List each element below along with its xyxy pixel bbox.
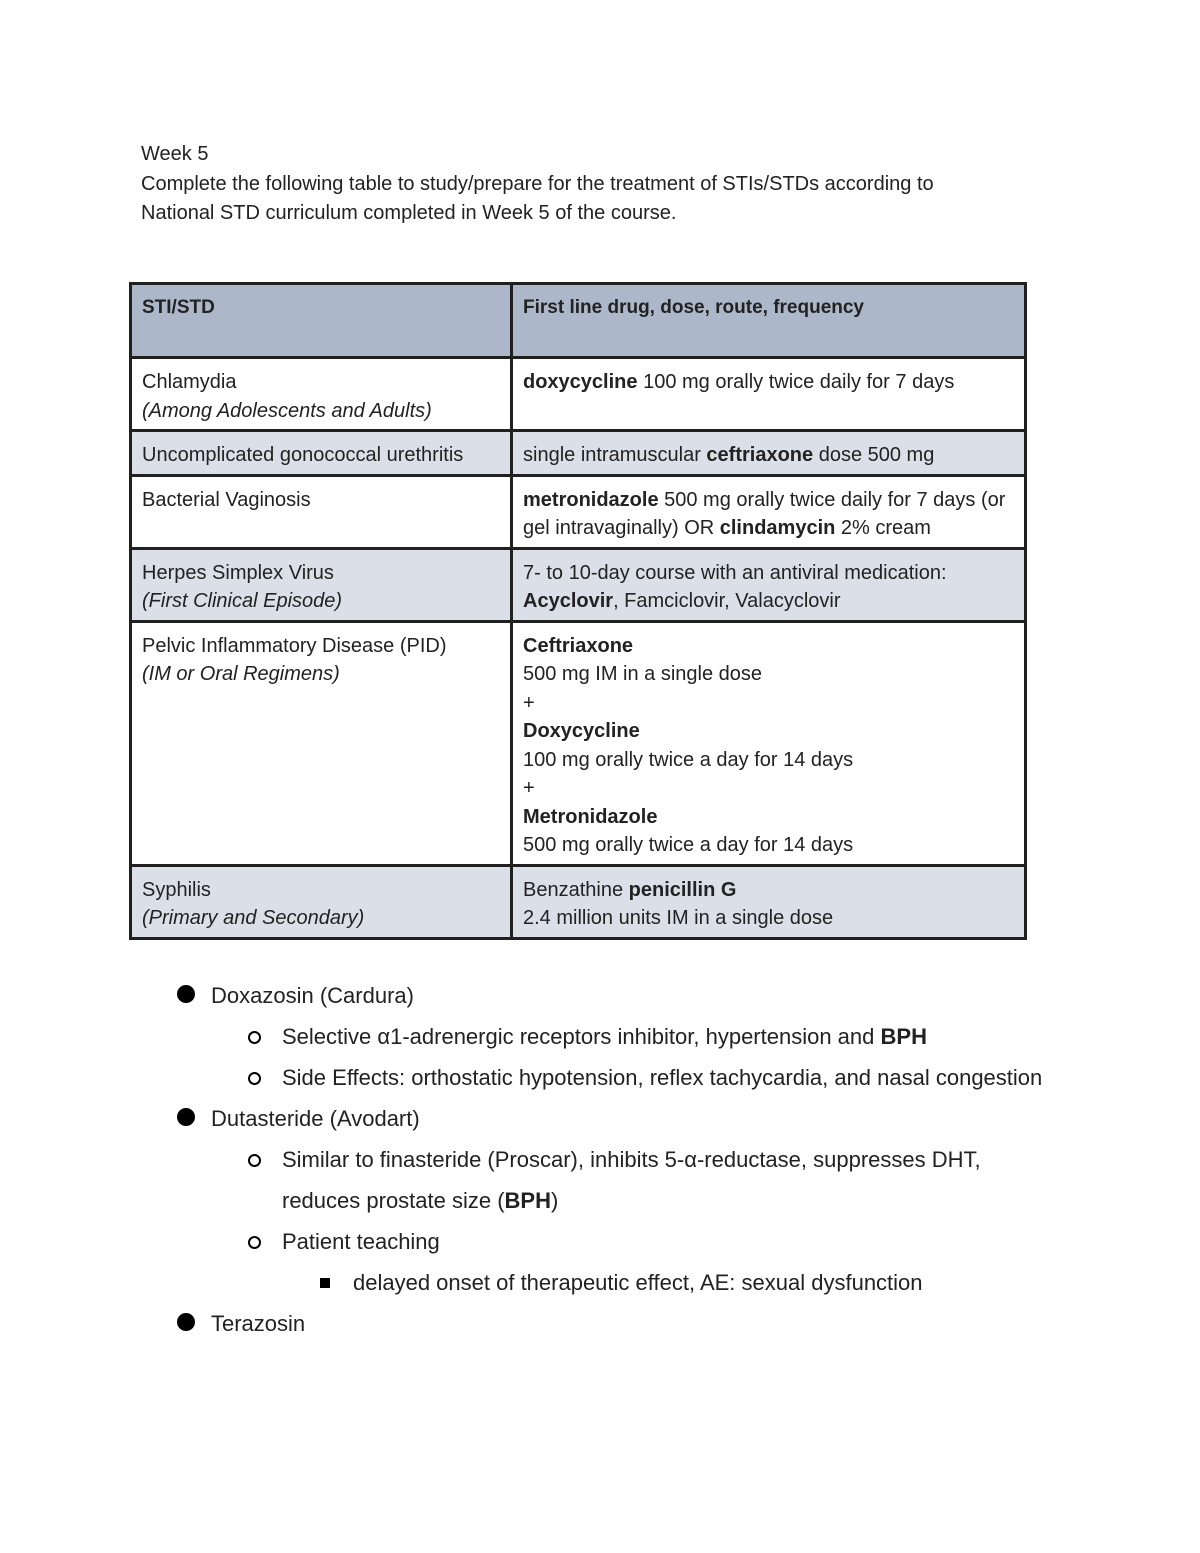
table-row-syphilis [131,865,1026,938]
table-row-bacterial-vaginosis [131,475,1026,548]
drug-dose: 500 mg IM in a single dose [523,663,763,685]
drug-name: Ceftriaxone [523,634,634,657]
condition-name: Herpes Simplex Virus [142,561,334,584]
instructions-line-1: Complete the following table to study/prepare for the treatment of STIs/STDs according to [141,172,934,195]
drug-dose: 100 mg orally twice a day for 14 days [523,748,854,771]
table-row-gonococcal [131,431,1026,476]
filled-circle-bullet-icon [177,985,195,1003]
note-bold: BPH [880,1024,927,1049]
cell-condition [131,358,512,431]
note-text: Side Effects: orthostatic hypotension, reflex tachycardia, and nasal congestion [282,1065,1043,1090]
drug-name: ceftriaxone [706,444,814,466]
note-text: Patient teaching [282,1229,440,1254]
intro [141,140,1041,229]
drug-regimen: dose 500 mg [813,444,935,466]
condition-note: (Among Adolescents and Adults) [142,399,432,422]
drug-title: Terazosin [211,1311,306,1336]
list-item [0,1221,1200,1262]
cell-treatment [512,358,1026,431]
table-row-pid [131,621,1026,865]
drug-notes-list [0,975,1200,1344]
drug-dose: 2.4 million units IM in a single dose [523,907,834,929]
cell-treatment [512,475,1026,548]
list-item [0,1139,1200,1221]
hollow-circle-bullet-icon [248,1154,261,1167]
cell-treatment [512,548,1026,621]
plus-sign: + [523,777,535,799]
note-bold: BPH [504,1188,551,1213]
filled-circle-bullet-icon [177,1108,195,1126]
table-row-herpes [131,548,1026,621]
hollow-circle-bullet-icon [248,1236,261,1249]
note-text: delayed onset of therapeutic effect, AE: sexual dysfunction [353,1270,923,1295]
condition-name: Syphilis [142,878,211,901]
note-text: Selective α1-adrenergic receptors inhibitor, hypertension and [282,1024,881,1049]
list-item [0,975,1200,1016]
condition-name: Chlamydia [142,371,237,393]
square-bullet-icon [320,1278,330,1288]
table-row-chlamydia [131,358,1026,431]
drug-name-alt: clindamycin [719,517,836,539]
drug-regimen-alt: 2% cream [835,517,931,539]
cell-condition [131,865,512,938]
drug-name: Doxycycline [523,720,640,742]
condition-note: (First Clinical Episode) [142,590,343,612]
cell-condition [131,431,512,476]
drug-dose: 500 mg orally twice a day for 14 days [523,834,854,856]
list-item [0,1098,1200,1139]
cell-treatment [512,621,1026,865]
header-first-line-drug: First line drug, dose, route, frequency [512,284,1026,358]
drug-name: metronidazole [523,488,659,511]
drug-prefix: Benzathine [523,878,629,901]
filled-circle-bullet-icon [177,1313,195,1331]
drug-name: penicillin G [628,878,737,901]
note-text-end: ) [551,1188,559,1213]
cell-treatment [512,865,1026,938]
drug-regimen: 100 mg orally twice daily for 7 days [637,371,955,393]
header-sti: STI/STD [131,284,512,358]
drug-regimen: 500 mg orally twice daily for 7 days (or gel intravaginally) OR [523,488,1006,539]
cell-condition [131,548,512,621]
cell-condition [131,475,512,548]
list-item [0,1016,1200,1057]
condition-note: (Primary and Secondary) [142,907,365,929]
hollow-circle-bullet-icon [248,1031,261,1044]
drug-route: single intramuscular [523,444,707,466]
drug-title: Dutasteride (Avodart) [211,1106,420,1131]
hollow-circle-bullet-icon [248,1072,261,1085]
cell-condition [131,621,512,865]
drug-name: Metronidazole [523,805,658,828]
instructions-line-2: National STD curriculum completed in Week 5 of the course. [141,202,677,224]
list-item [0,1057,1200,1098]
plus-sign: + [523,691,535,714]
drug-title: Doxazosin (Cardura) [211,983,414,1008]
sti-treatment-table [129,282,1027,940]
cell-treatment [512,431,1026,476]
note-text: Similar to finasteride (Proscar), inhibits 5-α-reductase, suppresses DHT, reduces prostate size ( [282,1147,981,1213]
condition-name: Bacterial Vaginosis [142,488,311,511]
drug-name: doxycycline [523,371,638,393]
condition-note: (IM or Oral Regimens) [142,663,340,685]
drug-regimen: 7- to 10-day course with an antiviral medication: [523,561,947,584]
condition-name: Pelvic Inflammatory Disease (PID) [142,634,447,657]
list-item [0,1303,1200,1344]
drug-alternatives: , Famciclovir, Valacyclovir [613,590,841,612]
drug-name: Acyclovir [523,590,614,612]
week-heading: Week 5 [141,143,209,165]
table-header-row [131,284,1026,358]
list-item [0,1262,1200,1303]
condition-name: Uncomplicated gonococcal urethritis [142,444,464,466]
